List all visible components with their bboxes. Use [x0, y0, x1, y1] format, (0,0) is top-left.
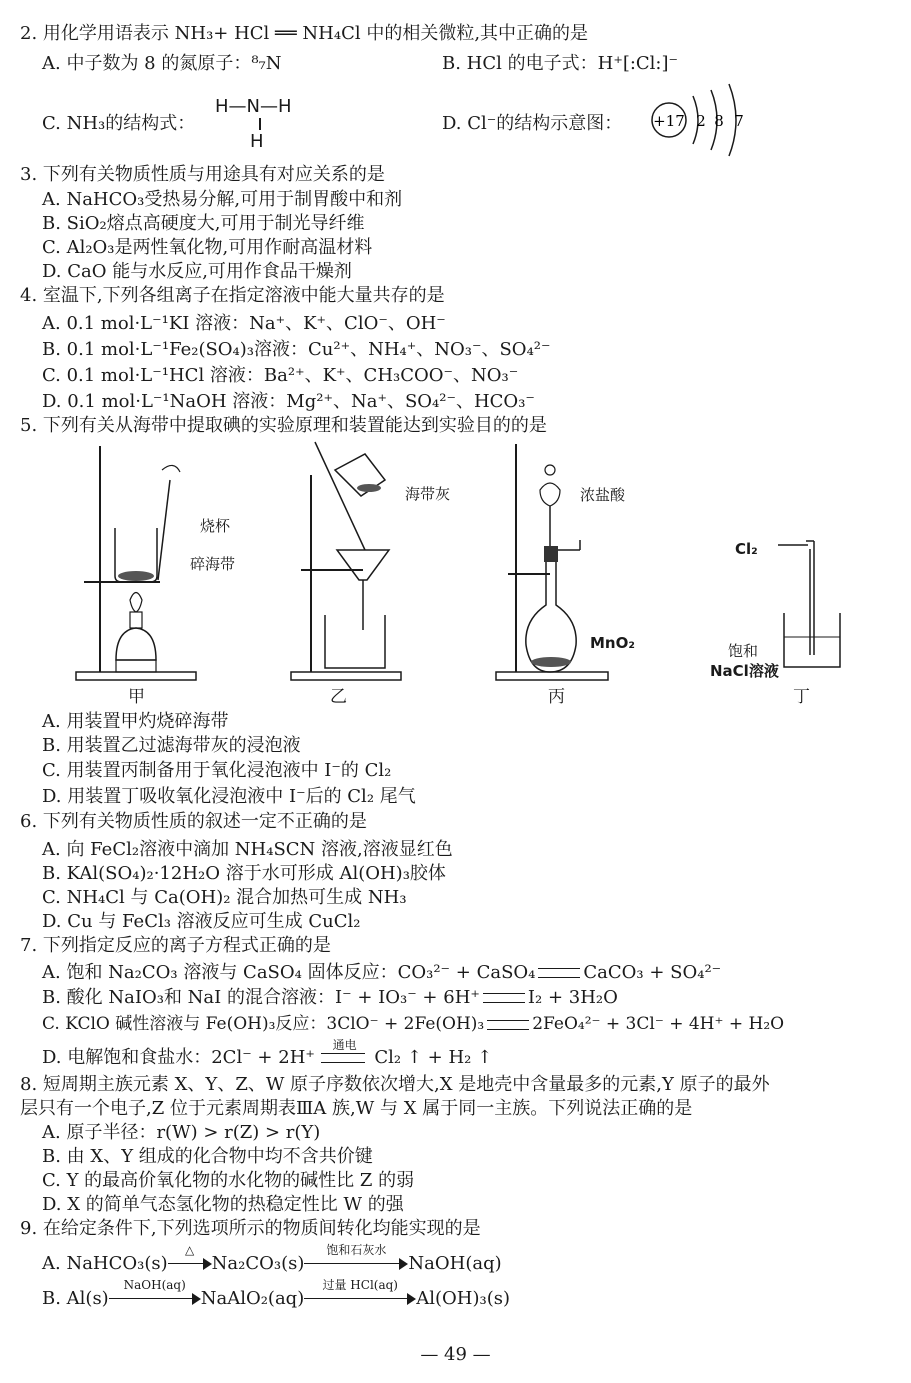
chloride-ion-diagram: [645, 80, 755, 160]
label-nacl-solution: NaCl溶液: [710, 662, 779, 680]
label-hcl: 浓盐酸: [580, 486, 626, 504]
q9-option-a: [42, 1243, 502, 1275]
label-seaweed: 碎海带: [190, 555, 236, 573]
q7-b-reactants: B. 酸化 NaIO₃和 NaI 的混合溶液：I⁻ + IO₃⁻ + 6H⁺: [42, 987, 480, 1008]
q9-option-b: [42, 1278, 510, 1310]
q6-option-d: D. Cu 与 FeCl₃ 溶液反应可生成 CuCl₂: [42, 911, 361, 932]
q5-stem: 5. 下列有关从海带中提取碘的实验原理和装置能达到实验目的的是: [20, 415, 547, 436]
label-ash: 海带灰: [405, 485, 451, 503]
label-cl2: Cl₂: [735, 540, 758, 558]
equals-sign: [487, 1020, 529, 1030]
reaction-arrow: [304, 1243, 408, 1271]
q6-option-b: B. KAl(SO₄)₂·12H₂O 溶于水可形成 Al(OH)₃胶体: [42, 863, 446, 884]
q8-option-d: D. X 的简单气态氢化物的热稳定性比 W 的强: [42, 1194, 404, 1215]
reaction-arrow: [304, 1278, 416, 1306]
q7-b-products: I₂ + 3H₂O: [527, 987, 618, 1008]
q8-option-b: B. 由 X、Y 组成的化合物中均不含共价键: [42, 1146, 373, 1167]
q5-option-c: C. 用装置丙制备用于氧化浸泡液中 I⁻的 Cl₂: [42, 760, 392, 781]
q9-b-middle: NaAlO₂(aq): [200, 1288, 305, 1309]
q4-option-c: C. 0.1 mol·L⁻¹HCl 溶液：Ba²⁺、K⁺、CH₃COO⁻、NO₃⁻: [42, 365, 519, 386]
nh3-bond-line: [259, 118, 261, 130]
q7-stem: 7. 下列指定反应的离子方程式正确的是: [20, 935, 331, 956]
q7-option-b: [42, 986, 618, 1009]
q3-option-c: C. Al₂O₃是两性氧化物,可用作耐高温材料: [42, 237, 373, 258]
shell-2-electrons: 8: [714, 112, 724, 130]
nh3-structure-top: H—N—H: [215, 96, 292, 117]
shell-3-electrons: 7: [734, 112, 744, 130]
q9-stem: 9. 在给定条件下,下列选项所示的物质间转化均能实现的是: [20, 1218, 481, 1239]
caption-yi: 乙: [330, 687, 347, 707]
shell-1-electrons: 2: [696, 112, 706, 130]
caption-bing: 丙: [548, 687, 565, 707]
q3-stem: 3. 下列有关物质性质与用途具有对应关系的是: [20, 164, 385, 185]
q3-option-b: B. SiO₂熔点高硬度大,可用于制光导纤维: [42, 213, 365, 234]
q9-a-start: A. NaHCO₃(s): [42, 1253, 168, 1274]
q7-d-reactants: D. 电解饱和食盐水：2Cl⁻ + 2H⁺: [42, 1047, 315, 1068]
q6-option-a: A. 向 FeCl₂溶液中滴加 NH₄SCN 溶液,溶液显红色: [42, 839, 453, 860]
nh3-structure-bottom: H: [250, 131, 264, 152]
reaction-arrow: [168, 1243, 212, 1271]
arrow-condition: 饱和石灰水: [326, 1243, 387, 1257]
apparatus-yi: [285, 440, 405, 690]
q8-stem-line1: 8. 短周期主族元素 X、Y、Z、W 原子序数依次增大,X 是地壳中含量最多的元素,Y 原子的最外: [20, 1074, 770, 1095]
q9-b-start: B. Al(s): [42, 1288, 109, 1309]
q8-stem-line2: 层只有一个电子,Z 位于元素周期表ⅢA 族,W 与 X 属于同一主族。下列说法正确的是: [20, 1098, 693, 1119]
q8-option-a: A. 原子半径：r(W) > r(Z) > r(Y): [42, 1122, 321, 1143]
page-number: — 49 —: [420, 1344, 491, 1365]
caption-ding: 丁: [793, 687, 810, 707]
arrow-condition: △: [185, 1243, 195, 1257]
q3-option-d: D. CaO 能与水反应,可用作食品干燥剂: [42, 261, 352, 282]
q2-option-b: B. HCl 的电子式：H⁺[:Cl:]⁻: [442, 53, 679, 74]
q2-option-d: D. Cl⁻的结构示意图：: [442, 113, 623, 134]
equals-sign: [538, 968, 580, 978]
equals-sign: [483, 993, 525, 1003]
arrow-condition: NaOH(aq): [123, 1278, 186, 1292]
apparatus-jia: [70, 440, 200, 690]
q7-d-products: Cl₂ ↑ + H₂ ↑: [374, 1047, 493, 1068]
q7-option-c: [42, 1013, 784, 1036]
q5-option-d: D. 用装置丁吸收氧化浸泡液中 I⁻后的 Cl₂ 尾气: [42, 786, 416, 807]
q7-a-reactants: A. 饱和 Na₂CO₃ 溶液与 CaSO₄ 固体反应：CO₃²⁻ + CaSO₄: [42, 962, 536, 983]
q4-option-d: D. 0.1 mol·L⁻¹NaOH 溶液：Mg²⁺、Na⁺、SO₄²⁻、HCO₃⁻: [42, 391, 535, 412]
label-beaker: 烧杯: [200, 517, 231, 535]
q5-option-b: B. 用装置乙过滤海带灰的浸泡液: [42, 735, 301, 756]
q2-option-c: C. NH₃的结构式：: [42, 113, 196, 134]
electrolysis-equals: [321, 1038, 369, 1065]
electrolysis-condition: 通电: [332, 1038, 357, 1052]
q9-a-middle: Na₂CO₃(s): [211, 1253, 305, 1274]
q4-option-b: B. 0.1 mol·L⁻¹Fe₂(SO₄)₃溶液：Cu²⁺、NH₄⁺、NO₃⁻、SO₄²⁻: [42, 339, 551, 360]
q6-stem: 6. 下列有关物质性质的叙述一定不正确的是: [20, 811, 367, 832]
reaction-arrow: [109, 1278, 201, 1306]
q6-option-c: C. NH₄Cl 与 Ca(OH)₂ 混合加热可生成 NH₃: [42, 887, 407, 908]
caption-jia: 甲: [128, 687, 145, 707]
label-mno2: MnO₂: [590, 634, 635, 652]
q9-a-end: NaOH(aq): [408, 1253, 502, 1274]
apparatus-ding: [770, 535, 850, 685]
q7-c-reactants: C. KClO 碱性溶液与 Fe(OH)₃反应：3ClO⁻ + 2Fe(OH)₃: [42, 1014, 485, 1034]
q7-option-d: [42, 1038, 493, 1069]
q9-b-end: Al(OH)₃(s): [416, 1288, 510, 1309]
q2-stem: 2. 用化学用语表示 NH₃+ HCl ══ NH₄Cl 中的相关微粒,其中正确的是: [20, 23, 589, 44]
nucleus-charge: +17: [653, 112, 685, 130]
q4-option-a: A. 0.1 mol·L⁻¹KI 溶液：Na⁺、K⁺、ClO⁻、OH⁻: [42, 313, 446, 334]
arrow-condition: 过量 HCl(aq): [322, 1278, 398, 1292]
q7-c-products: 2FeO₄²⁻ + 3Cl⁻ + 4H⁺ + H₂O: [532, 1014, 785, 1034]
q7-a-products: CaCO₃ + SO₄²⁻: [583, 962, 722, 983]
q5-option-a: A. 用装置甲灼烧碎海带: [42, 711, 229, 732]
label-saturated: 饱和: [728, 642, 759, 660]
q2-option-a: A. 中子数为 8 的氮原子：⁸₇N: [42, 53, 282, 74]
q7-option-a: [42, 961, 721, 984]
q3-option-a: A. NaHCO₃受热易分解,可用于制胃酸中和剂: [42, 189, 403, 210]
q8-option-c: C. Y 的最高价氧化物的水化物的碱性比 Z 的弱: [42, 1170, 415, 1191]
q4-stem: 4. 室温下,下列各组离子在指定溶液中能大量共存的是: [20, 285, 445, 306]
